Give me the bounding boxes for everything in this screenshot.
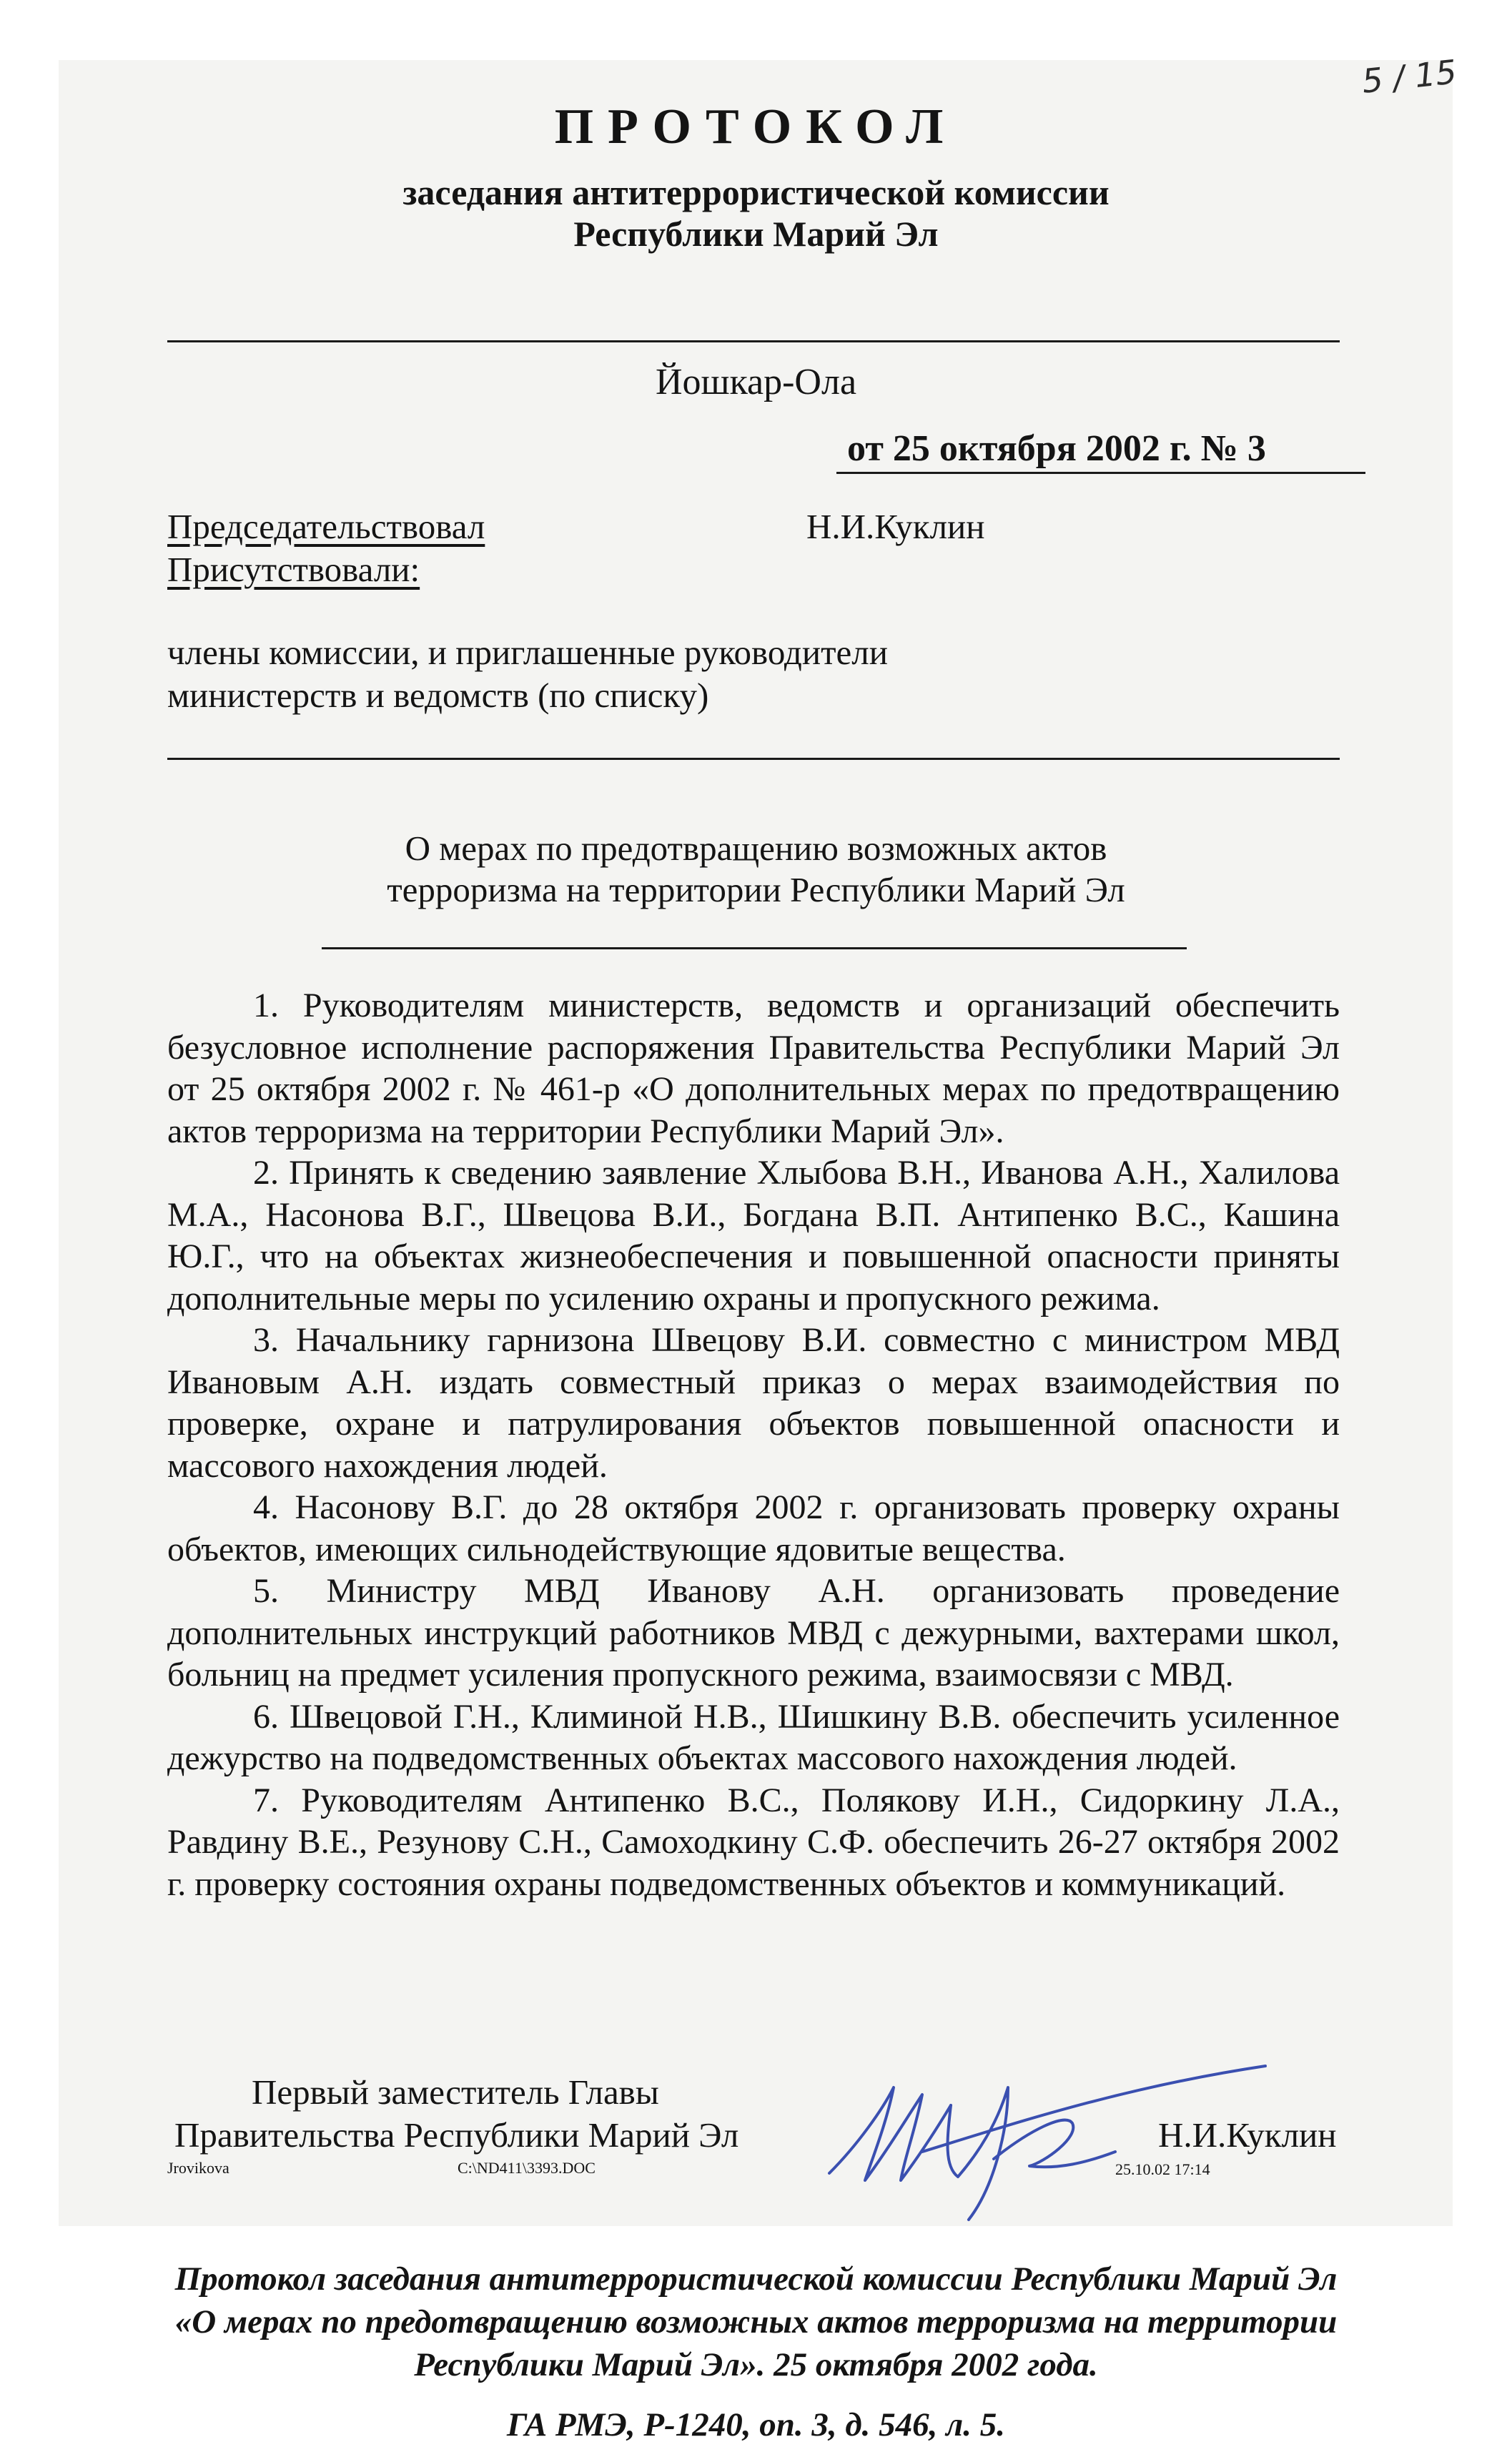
- resolution-item: 7. Руководителям Антипенко В.С., Полякову И.Н., Сидоркину Л.А., Равдину В.Е., Резунову С.Н., Самоходкину С.Ф. обеспечить 26-27 октября 2002 г. проверку состояния охраны подведомственных объектов и коммуникаций.: [167, 1781, 1340, 1903]
- archive-reference: ГА РМЭ, Р-1240, оп. 3, д. 546, л. 5.: [506, 2406, 1006, 2443]
- executor-name: Jrovikova: [167, 2159, 229, 2177]
- city: Йошкар-Ола: [655, 362, 857, 402]
- resolution-item: 1. Руководителям министерств, ведомств и организаций обеспечить безусловное исполнение распоряжения Правительства Республики Марий Эл от 25 октября 2002 г. № 461-р «О дополнительных мерах по предотвращению актов терроризма на территории Республики Марий Эл».: [167, 987, 1340, 1150]
- resolution-item: 4. Насонову В.Г. до 28 октября 2002 г. организовать проверку охраны объектов, имеющих сильнодействующие ядовитые вещества.: [167, 1488, 1340, 1568]
- document-title: ПРОТОКОЛ: [554, 99, 958, 154]
- caption-line-2: «О мерах по предотвращению возможных актов терроризма на территории: [174, 2303, 1338, 2340]
- subtitle-line-2: Республики Марий Эл: [573, 214, 939, 254]
- topic-line-2: терроризма на территории Республики Марий Эл: [387, 870, 1125, 909]
- present-label: Присутствовали:: [167, 550, 420, 589]
- chaired-name: Н.И.Куклин: [806, 507, 985, 546]
- resolution-item: 6. Швецовой Г.Н., Климиной Н.В., Шишкину В.В. обеспечить усиленное дежурство на подведомственных объектах массового нахождения людей.: [167, 1697, 1340, 1777]
- chaired-label: Председательствовал: [167, 507, 485, 546]
- resolution-item: 5. Министру МВД Иванову А.Н. организовать проведение дополнительных инструкций работников МВД с дежурными, вахтерами школ, больниц на предмет усиления пропускного режима, взаимосвязи с МВД.: [167, 1572, 1340, 1694]
- archive-page-mark: 5 / 15: [1360, 52, 1459, 101]
- header-rule: [167, 340, 1340, 342]
- caption-line-3: Республики Марий Эл». 25 октября 2002 года.: [414, 2346, 1098, 2383]
- caption-line-1: Протокол заседания антитеррористической комиссии Республики Марий Эл: [174, 2260, 1338, 2298]
- file-path: C:\ND411\3393.DOC: [458, 2159, 596, 2177]
- present-line-1: члены комиссии, и приглашенные руководители: [167, 633, 888, 672]
- date-number: от 25 октября 2002 г. № 3: [847, 428, 1266, 469]
- signer-name: Н.И.Куклин: [1158, 2115, 1337, 2155]
- handwritten-signature-icon: [815, 2045, 1273, 2230]
- subtitle-line-1: заседания антитеррористической комиссии: [402, 172, 1110, 212]
- print-timestamp: 25.10.02 17:14: [1115, 2160, 1210, 2178]
- meta-rule: [167, 758, 1340, 760]
- resolution-items: [167, 985, 1340, 1905]
- resolution-item: 2. Принять к сведению заявление Хлыбова В.Н., Иванова А.Н., Халилова М.А., Насонова В.Г., Швецова В.И., Богдана В.П. Антипенко В.С., Кашина Ю.Г., что на объектах жизнеобеспечения и повышенной опасности приняты дополнительные меры по усилению охраны и пропускного режима.: [167, 1154, 1340, 1318]
- topic-rule: [322, 947, 1187, 949]
- signer-position-line-2: Правительства Республики Марий Эл: [174, 2115, 739, 2155]
- resolution-item: 3. Начальнику гарнизона Швецову В.И. совместно с министром МВД Ивановым А.Н. издать совместный приказ о мерах взаимодействия по проверке, охране и патрулирования объектов повышенной опасности и массового нахождения людей.: [167, 1321, 1340, 1485]
- present-line-2: министерств и ведомств (по списку): [167, 676, 709, 715]
- date-underline: [836, 472, 1365, 474]
- topic-line-1: О мерах по предотвращению возможных актов: [405, 829, 1107, 868]
- signer-position-line-1: Первый заместитель Главы: [252, 2072, 659, 2112]
